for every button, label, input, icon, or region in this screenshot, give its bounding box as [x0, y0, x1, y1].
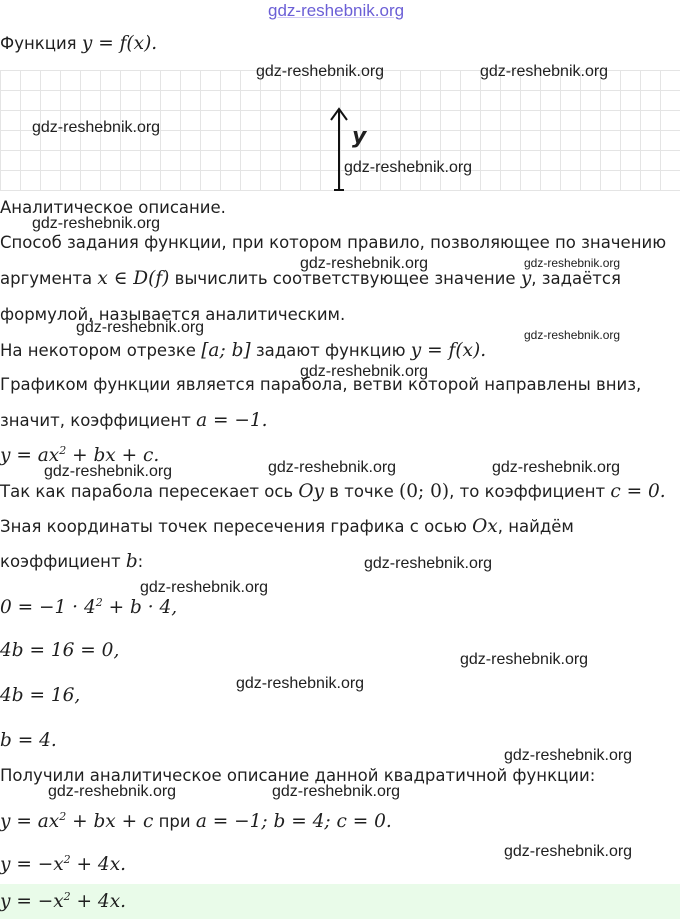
- gf-exp: 2: [59, 444, 67, 457]
- watermark: gdz-reshebnik.org: [344, 159, 473, 176]
- watermark: gdz-reshebnik.org: [140, 579, 269, 596]
- parabola-text: значит, коэффициент: [0, 411, 191, 430]
- watermark: gdz-reshebnik.org: [504, 843, 633, 860]
- intro-line: [0, 33, 157, 54]
- gf-rest: + bx + c.: [66, 445, 160, 467]
- ox-text-1: Зная координаты точек пересечения графика с осью: [0, 517, 467, 536]
- rf-exp: 2: [59, 810, 67, 823]
- definition-line-3: формулой, называется аналитическим.: [0, 305, 346, 324]
- oy-text-2: в точке: [329, 482, 394, 501]
- segment-text: На некотором отрезке: [0, 341, 196, 360]
- ans-exp: 2: [63, 890, 71, 903]
- oy-line: [0, 481, 666, 502]
- watermark: gdz-reshebnik.org: [504, 747, 633, 764]
- ox-line-2: [0, 551, 143, 572]
- watermark: gdz-reshebnik.org: [492, 459, 621, 476]
- watermark: gdz-reshebnik.org: [300, 255, 429, 272]
- definition-line-1: Способ задания функции, при котором правило, позволяющее по значению: [0, 233, 667, 252]
- equation-3: 4b = 16,: [0, 685, 81, 706]
- intro-formula: y = f(x).: [81, 33, 158, 54]
- watermark: gdz-reshebnik.org: [460, 651, 589, 668]
- ox-var: b: [125, 551, 138, 572]
- segment-interval: [a; b]: [201, 340, 251, 361]
- watermark: gdz-reshebnik.org: [32, 215, 161, 232]
- watermark: gdz-reshebnik.org: [48, 783, 177, 800]
- rfin-b: + 4x.: [70, 854, 127, 876]
- ox-text-2: , найдём: [497, 517, 574, 536]
- equation-2: 4b = 16 = 0,: [0, 640, 120, 661]
- segment-line: [0, 340, 486, 361]
- ans-a: y = −x: [0, 891, 64, 913]
- answer-formula: [0, 890, 126, 912]
- oy-text-3: , то коэффициент: [449, 482, 606, 501]
- ox-text-3: коэффициент: [0, 552, 121, 571]
- oy-text-1: Так как парабола пересекает ось: [0, 482, 294, 501]
- segment-text-2: задают функцию: [255, 341, 406, 360]
- ox-text-4: :: [137, 552, 144, 571]
- watermark: gdz-reshebnik.org: [44, 463, 173, 480]
- watermark: gdz-reshebnik.org: [524, 328, 621, 342]
- watermark: gdz-reshebnik.org: [256, 63, 385, 80]
- result-text: Получили аналитическое описание данной квадратичной функции:: [0, 766, 596, 785]
- result-when: при: [158, 812, 191, 832]
- parabola-line-2: [0, 410, 268, 431]
- equation-4: b = 4.: [0, 730, 57, 751]
- eq1-exp: 2: [95, 596, 103, 609]
- watermark: gdz-reshebnik.org: [268, 459, 397, 476]
- y-axis-label: y: [352, 124, 367, 149]
- ox-line: [0, 516, 574, 537]
- oy-axis: Oy: [298, 481, 324, 502]
- oy-point: (0; 0): [399, 481, 450, 502]
- watermark: gdz-reshebnik.org: [480, 63, 609, 80]
- watermark: gdz-reshebnik.org: [300, 363, 429, 380]
- section-title: Аналитическое описание.: [0, 198, 226, 217]
- result-values: a = −1; b = 4; c = 0.: [195, 811, 392, 833]
- rfin-a: y = −x: [0, 854, 64, 876]
- equation-1: [0, 596, 177, 618]
- ox-axis: Ox: [472, 516, 498, 537]
- watermark-top[interactable]: gdz-reshebnik.org: [268, 1, 405, 20]
- definition-text-b: вычислить соответствующее значение: [174, 269, 516, 288]
- result-final: [0, 853, 126, 875]
- definition-text-c: , задаётся: [531, 269, 621, 288]
- eq1-a: 0 = −1 · 4: [0, 597, 96, 619]
- watermark: gdz-reshebnik.org: [364, 555, 493, 572]
- eq1-b: + b · 4,: [102, 597, 178, 619]
- gf-main: y = ax: [0, 445, 60, 467]
- definition-formula: x ∈ D(f): [97, 268, 170, 289]
- rfin-exp: 2: [63, 853, 71, 866]
- rf-b: + bx + c: [66, 811, 154, 833]
- rf-a: y = ax: [0, 811, 60, 833]
- watermark: gdz-reshebnik.org: [524, 256, 621, 270]
- watermark: gdz-reshebnik.org: [32, 119, 161, 136]
- watermark: gdz-reshebnik.org: [236, 675, 365, 692]
- ans-b: + 4x.: [70, 891, 127, 913]
- segment-formula: y = f(x).: [410, 340, 487, 361]
- parabola-line-1: Графиком функции является парабола, ветви которой направлены вниз,: [0, 375, 642, 394]
- definition-text-a: аргумента: [0, 269, 93, 288]
- result-formula: [0, 810, 392, 832]
- watermark: gdz-reshebnik.org: [272, 783, 401, 800]
- watermark: gdz-reshebnik.org: [76, 319, 205, 336]
- intro-text: Функция: [0, 34, 77, 53]
- y-axis-arrow-icon: [320, 104, 380, 196]
- parabola-formula: a = −1.: [196, 410, 268, 431]
- oy-result: c = 0.: [610, 481, 666, 502]
- definition-var: y: [520, 268, 532, 289]
